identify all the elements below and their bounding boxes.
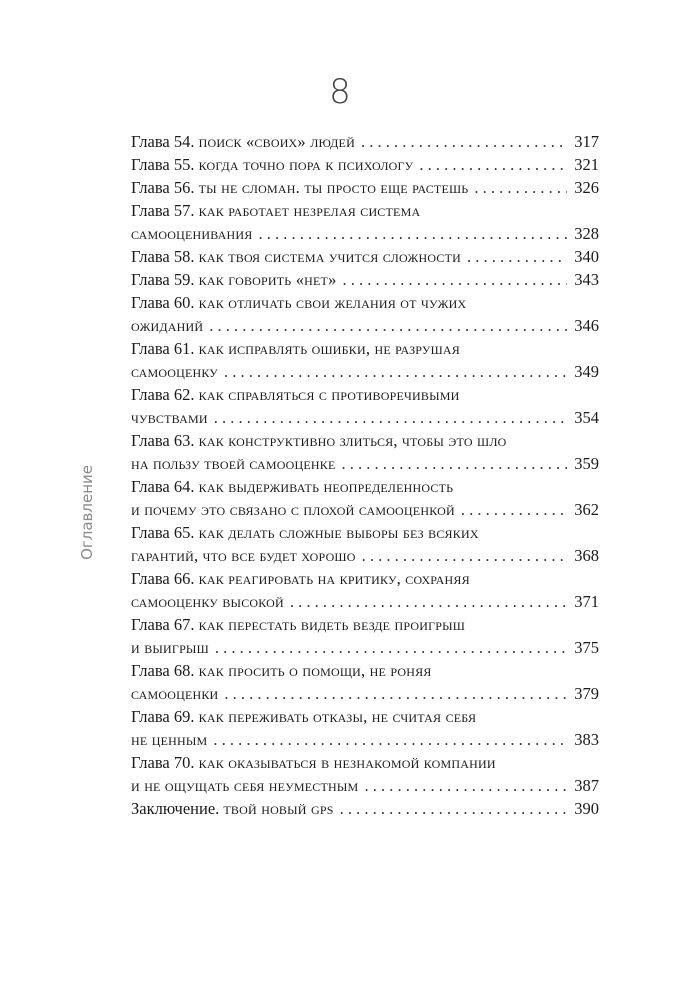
toc-entry[interactable] — [131, 383, 599, 429]
toc-leader-dots — [209, 314, 567, 337]
toc-chapter-title: поиск «своих» людей — [198, 132, 355, 151]
toc-chapter-title-continued: на пользу твоей самооценке — [131, 454, 336, 473]
toc-page-number: 379 — [574, 684, 599, 703]
toc-entry[interactable] — [131, 797, 599, 820]
toc-page-number: 349 — [574, 362, 599, 381]
toc-chapter-label: Глава 63. — [131, 431, 195, 450]
toc-chapter-label: Глава 58. — [131, 247, 195, 266]
toc-chapter-title-continued: самооценивания — [131, 224, 253, 243]
toc-chapter-label: Глава 67. — [131, 615, 195, 634]
toc-chapter-title: как твоя система учится сложности — [198, 247, 461, 266]
toc-page-number: 383 — [574, 730, 599, 749]
toc-chapter-label: Глава 69. — [131, 707, 195, 726]
toc-entry[interactable] — [131, 176, 599, 199]
toc-entry[interactable] — [131, 521, 599, 567]
toc-entry[interactable] — [131, 567, 599, 613]
toc-chapter-title: твой новый gps — [223, 799, 334, 818]
toc-chapter-label: Глава 57. — [131, 201, 195, 220]
toc-page-number: 354 — [574, 408, 599, 427]
toc-chapter-title: как делать сложные выборы без всяких — [198, 523, 479, 542]
section-side-label: Оглавление — [78, 465, 96, 560]
toc-chapter-title-continued: и почему это связано с плохой самооценкой — [131, 500, 455, 519]
toc-leader-dots — [342, 452, 568, 475]
toc-page-number: 375 — [574, 638, 599, 657]
toc-entry[interactable] — [131, 268, 599, 291]
toc-chapter-label: Глава 65. — [131, 523, 195, 542]
toc-chapter-title: ты не сломан. ты просто еще растешь — [198, 178, 469, 197]
toc-chapter-title: как переживать отказы, не считая себя — [198, 707, 477, 726]
toc-leader-dots — [340, 797, 567, 820]
toc-entry[interactable] — [131, 705, 599, 751]
toc-chapter-label: Глава 54. — [131, 132, 195, 151]
toc-entry[interactable] — [131, 337, 599, 383]
page-number: 8 — [329, 72, 352, 112]
toc-chapter-title: как выдерживать неопределенность — [198, 477, 454, 496]
toc-chapter-title-continued: самооценку высокой — [131, 592, 284, 611]
toc-chapter-label: Глава 70. — [131, 753, 195, 772]
toc-chapter-title: когда точно пора к психологу — [198, 155, 414, 174]
toc-page-number: 362 — [574, 500, 599, 519]
toc-leader-dots — [343, 268, 567, 291]
toc-page-number: 317 — [574, 132, 599, 151]
toc-page-number: 390 — [574, 799, 599, 818]
toc-entry[interactable] — [131, 130, 599, 153]
toc-leader-dots — [474, 176, 567, 199]
toc-entry[interactable] — [131, 613, 599, 659]
toc-chapter-label: Глава 66. — [131, 569, 195, 588]
toc-leader-dots — [419, 153, 567, 176]
toc-leader-dots — [461, 498, 567, 521]
toc-chapter-title-continued: и не ощущать себя неуместным — [131, 776, 359, 795]
toc-entry[interactable] — [131, 245, 599, 268]
toc-chapter-label: Глава 55. — [131, 155, 195, 174]
toc-page-number: 371 — [574, 592, 599, 611]
toc-page-number: 343 — [574, 270, 599, 289]
toc-entry[interactable] — [131, 659, 599, 705]
toc-leader-dots — [290, 590, 567, 613]
toc-entry[interactable] — [131, 291, 599, 337]
toc-page-number: 359 — [574, 454, 599, 473]
toc-chapter-title-continued: не ценным — [131, 730, 208, 749]
toc-chapter-title-continued: самооценку — [131, 362, 218, 381]
table-of-contents — [131, 130, 599, 820]
toc-entry[interactable] — [131, 199, 599, 245]
toc-chapter-label: Глава 61. — [131, 339, 195, 358]
toc-chapter-title: как справляться с противоречивыми — [198, 385, 460, 404]
toc-chapter-label: Глава 60. — [131, 293, 195, 312]
toc-entry[interactable] — [131, 153, 599, 176]
toc-chapter-title: как работает незрелая система — [198, 201, 421, 220]
toc-chapter-title: как исправлять ошибки, не разрушая — [198, 339, 460, 358]
toc-chapter-label: Глава 59. — [131, 270, 195, 289]
toc-chapter-title-continued: чувствами — [131, 408, 208, 427]
toc-entry[interactable] — [131, 751, 599, 797]
toc-chapter-title: как оказываться в незнакомой компании — [198, 753, 496, 772]
toc-leader-dots — [215, 636, 567, 659]
toc-chapter-label: Заключение. — [131, 799, 220, 818]
toc-chapter-label: Глава 64. — [131, 477, 195, 496]
toc-page-number: 326 — [574, 178, 599, 197]
toc-leader-dots — [224, 682, 567, 705]
toc-page-number: 368 — [574, 546, 599, 565]
toc-leader-dots — [362, 544, 567, 567]
toc-chapter-label: Глава 56. — [131, 178, 195, 197]
toc-leader-dots — [214, 406, 567, 429]
toc-page-number: 387 — [574, 776, 599, 795]
toc-page-number: 328 — [574, 224, 599, 243]
toc-leader-dots — [213, 728, 567, 751]
toc-leader-dots — [361, 130, 567, 153]
toc-page-number: 321 — [574, 155, 599, 174]
toc-chapter-title: как отличать свои желания от чужих — [198, 293, 467, 312]
toc-leader-dots — [364, 774, 567, 797]
toc-entry[interactable] — [131, 429, 599, 475]
toc-chapter-title-continued: и выигрыш — [131, 638, 209, 657]
toc-chapter-title-continued: ожиданий — [131, 316, 204, 335]
toc-chapter-title-continued: самооценки — [131, 684, 219, 703]
toc-chapter-title: как перестать видеть везде проигрыш — [198, 615, 466, 634]
toc-leader-dots — [224, 360, 567, 383]
toc-chapter-title: как говорить «нет» — [198, 270, 337, 289]
toc-page-number: 346 — [574, 316, 599, 335]
toc-leader-dots — [467, 245, 567, 268]
toc-page-number: 340 — [574, 247, 599, 266]
toc-chapter-title: как просить о помощи, не роняя — [198, 661, 432, 680]
toc-chapter-label: Глава 62. — [131, 385, 195, 404]
toc-chapter-title-continued: гарантий, что все будет хорошо — [131, 546, 356, 565]
toc-chapter-title: как конструктивно злиться, чтобы это шло — [198, 431, 507, 450]
toc-chapter-title: как реагировать на критику, сохраняя — [198, 569, 470, 588]
toc-entry[interactable] — [131, 475, 599, 521]
toc-leader-dots — [258, 222, 567, 245]
toc-chapter-label: Глава 68. — [131, 661, 195, 680]
